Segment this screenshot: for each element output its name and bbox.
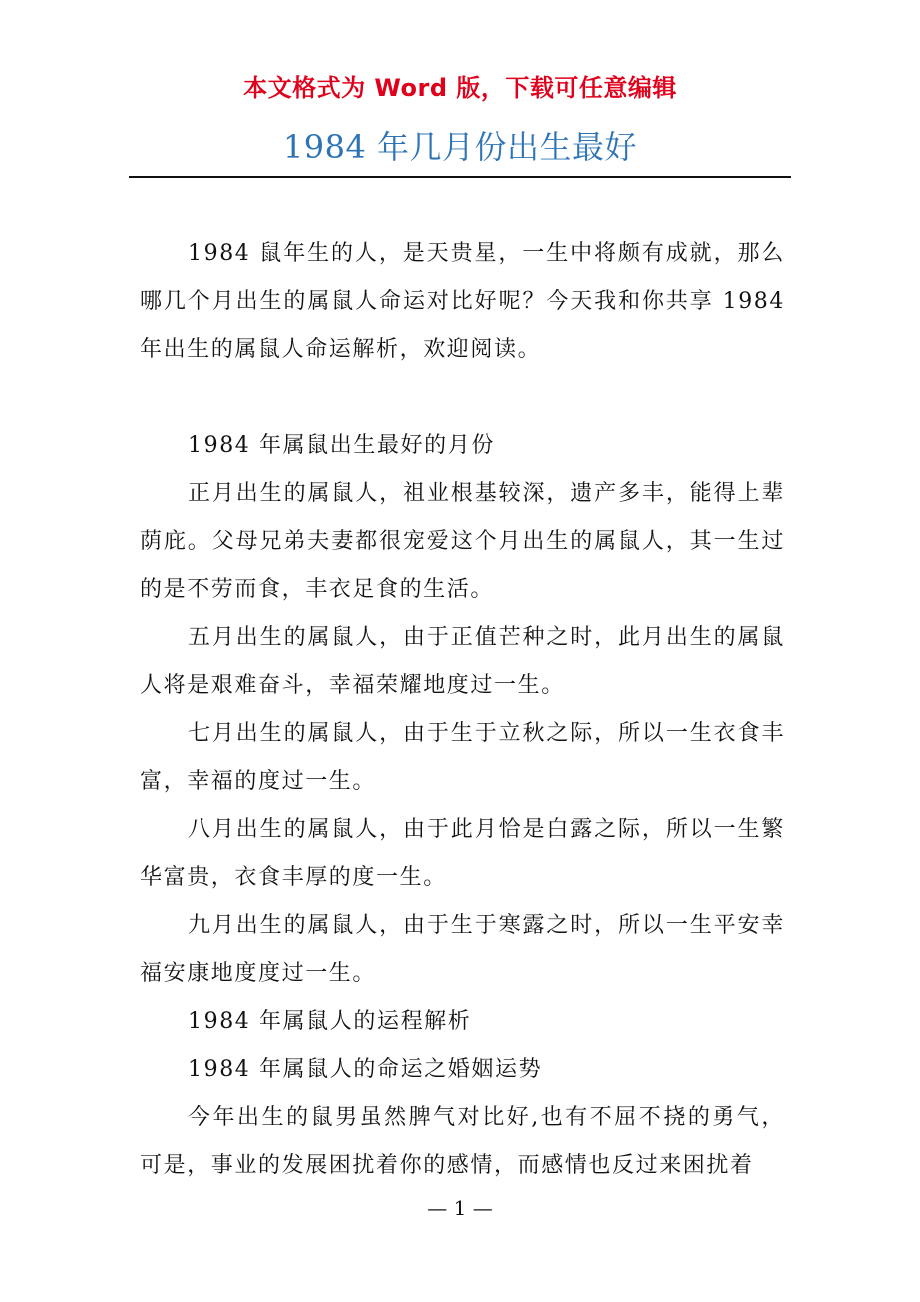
section-heading-fortune: 1984 年属鼠人的运程解析 xyxy=(188,1009,472,1034)
section-heading-marriage: 1984 年属鼠人的命运之婚姻运势 xyxy=(188,1057,543,1082)
section-heading-best-months: 1984 年属鼠出生最好的月份 xyxy=(188,433,495,458)
word-format-banner: 本文格式为 Word 版，下载可任意编辑 xyxy=(243,74,677,102)
title-divider xyxy=(129,176,791,178)
paragraph-eighth-month: 八月出生的属鼠人，由于此月恰是白露之际，所以一生繁华富贵，衣食丰厚的度一生。 xyxy=(140,817,785,890)
document-body xyxy=(140,230,785,1190)
paragraph-fifth-month: 五月出生的属鼠人，由于正值芒种之时，此月出生的属鼠人将是艰难奋斗，幸福荣耀地度过一生。 xyxy=(140,625,785,698)
paragraph-marriage: 今年出生的鼠男虽然脾气对比好,也有不屈不挠的勇气，可是，事业的发展困扰着你的感情，而感情也反过来困扰着 xyxy=(140,1105,785,1178)
document-title: 1984 年几月份出生最好 xyxy=(282,128,638,166)
intro-paragraph: 1984 鼠年生的人，是天贵星，一生中将颇有成就，那么哪几个月出生的属鼠人命运对比好呢？今天我和你共享 1984 年出生的属鼠人命运解析，欢迎阅读。 xyxy=(140,241,785,362)
paragraph-seventh-month: 七月出生的属鼠人，由于生于立秋之际，所以一生衣食丰富，幸福的度过一生。 xyxy=(140,721,785,794)
page-number: — 1 — xyxy=(427,1196,493,1220)
paragraph-ninth-month: 九月出生的属鼠人，由于生于寒露之时，所以一生平安幸福安康地度度过一生。 xyxy=(140,913,785,986)
paragraph-first-month: 正月出生的属鼠人，祖业根基较深，遗产多丰，能得上辈荫庇。父母兄弟夫妻都很宠爱这个月出生的属鼠人，其一生过的是不劳而食，丰衣足食的生活。 xyxy=(140,481,785,602)
